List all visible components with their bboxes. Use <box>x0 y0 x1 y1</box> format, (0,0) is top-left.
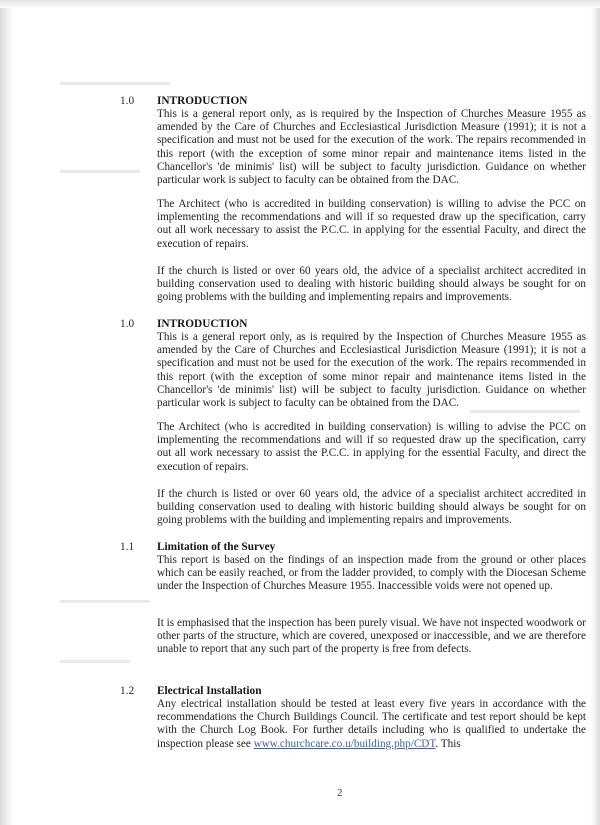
paragraph: This is a general report only, as is required by the Inspection of Churches Measure 1955 as amended by the Care of Churches and Ecclesiastical Jurisdiction Measure (1991); it is not a specification and must not be used for the execution of the work. The repairs recommended in this report (with the exception of some minor repair and maintenance items listed in the Chancellor's 'de minimis' list) will be subject to faculty jurisdiction. Guidance on whether particular work is subject to faculty can be obtained from the DAC. <box>157 331 586 410</box>
churchcare-link[interactable]: www.churchcare.co.u/building.php/CDT <box>253 737 436 750</box>
show-through-mark <box>60 660 130 663</box>
paragraph: This is a general report only, as is required by the Inspection of Churches Measure 1955 as amended by the Care of Churches and Ecclesiastical Jurisdiction Measure (1991); it is not a specification and must not be used for the execution of the work. The repairs recommended in this report (with the exception of some minor repair and maintenance items listed in the Chancellor's 'de minimis' list) will be subject to faculty jurisdiction. Guidance on whether particular work is subject to faculty can be obtained from the DAC. <box>157 108 586 187</box>
show-through-mark <box>60 82 170 85</box>
section-heading: INTRODUCTION <box>157 318 248 330</box>
section-number: 1.0 <box>120 95 135 107</box>
scan-edge-left <box>0 0 14 825</box>
section-heading: Electrical Installation <box>157 685 262 697</box>
section-heading: Limitation of the Survey <box>157 541 276 553</box>
paragraph <box>157 698 586 751</box>
paragraph: It is emphasised that the inspection has been purely visual. We have not inspected woodwork or other parts of the structure, which are covered, unexposed or inaccessible, and we are therefore unable to report that any such part of the property is free from defects. <box>157 617 586 656</box>
show-through-mark <box>470 410 580 413</box>
paragraph: If the church is listed or over 60 years old, the advice of a specialist architect accredited in building conservation used to dealing with historic building should always be sought for on going problems with the building and implementing repairs and improvements. <box>157 265 586 304</box>
paragraph-text: Any electrical installation should be tested at least every five years in accordance with the recommendations the Church Buildings Council. The certificate and test report should be kept with the Church Log Book. For further details including who is qualified to undertake the inspection please see <box>157 698 586 750</box>
paragraph: This report is based on the findings of an inspection made from the ground or other places which can be easily reached, or from the ladder provided, to comply with the Diocesan Scheme under the Inspection of Churches Measure 1955. Inaccessible voids were not opened up. <box>157 554 586 593</box>
paragraph: If the church is listed or over 60 years old, the advice of a specialist architect accredited in building conservation used to dealing with historic building should always be sought for on going problems with the building and implementing repairs and improvements. <box>157 488 586 527</box>
scan-edge-top <box>0 0 600 8</box>
scan-edge-right <box>590 0 600 825</box>
section-number: 1.1 <box>120 541 135 553</box>
section-number: 1.2 <box>120 685 135 697</box>
section-heading: INTRODUCTION <box>157 95 248 107</box>
paragraph: The Architect (who is accredited in building conservation) is willing to advise the PCC on implementing the recommendations and will if so requested draw up the specification, carry out all work necessary to assist the P.C.C. in applying for the essential Faculty, and direct the execution of repairs. <box>157 421 586 473</box>
page-number: 2 <box>337 787 343 799</box>
show-through-mark <box>60 600 150 603</box>
paragraph-text-tail: . This <box>435 737 461 750</box>
paragraph: The Architect (who is accredited in building conservation) is willing to advise the PCC on implementing the recommendations and will if so requested draw up the specification, carry out all work necessary to assist the P.C.C. in applying for the essential Faculty, and direct the execution of repairs. <box>157 198 586 250</box>
show-through-mark <box>60 170 140 173</box>
section-number: 1.0 <box>120 318 135 330</box>
